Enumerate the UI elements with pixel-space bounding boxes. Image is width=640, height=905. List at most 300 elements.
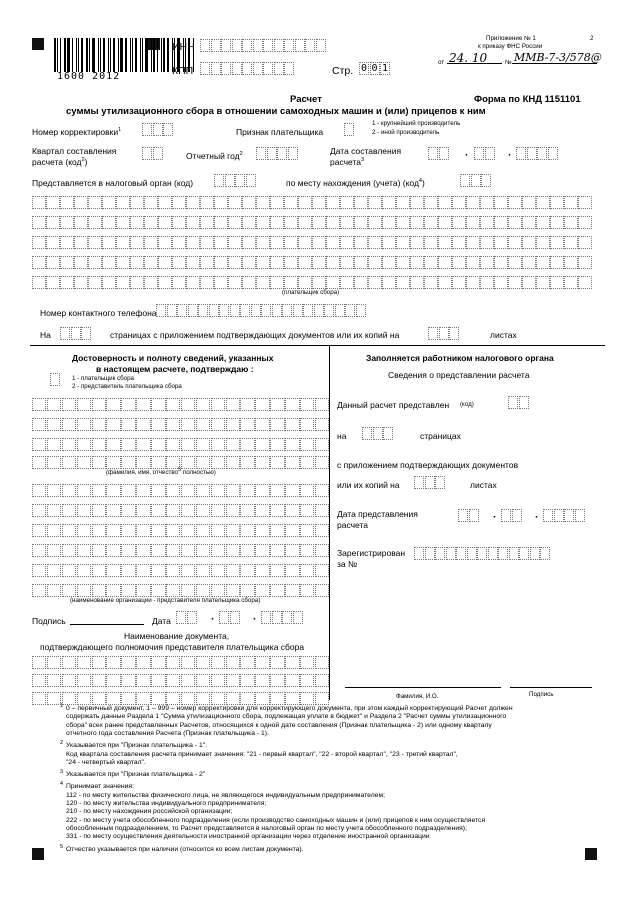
input-cell[interactable] bbox=[47, 584, 61, 597]
input-cell[interactable] bbox=[326, 196, 340, 209]
input-cell[interactable] bbox=[151, 656, 165, 669]
input-cell[interactable] bbox=[172, 276, 186, 289]
input-cell[interactable] bbox=[211, 564, 225, 577]
input-cell[interactable] bbox=[211, 504, 225, 517]
input-cell[interactable] bbox=[46, 196, 60, 209]
input-cell[interactable] bbox=[47, 504, 61, 517]
input-cell[interactable] bbox=[270, 418, 284, 431]
input-cell[interactable] bbox=[270, 674, 284, 687]
input-cell[interactable] bbox=[284, 216, 298, 229]
input-cell[interactable] bbox=[106, 484, 120, 497]
input-cell[interactable] bbox=[270, 438, 284, 451]
grid-row[interactable] bbox=[32, 674, 330, 687]
input-cell[interactable] bbox=[240, 438, 254, 451]
input-cell[interactable] bbox=[47, 484, 61, 497]
input-cell[interactable] bbox=[196, 584, 210, 597]
input-cell[interactable] bbox=[303, 304, 313, 317]
input-cell[interactable] bbox=[240, 564, 254, 577]
input-cell[interactable] bbox=[60, 327, 70, 340]
input-cell[interactable] bbox=[219, 304, 229, 317]
input-cell[interactable] bbox=[340, 256, 354, 269]
input-cell[interactable] bbox=[255, 692, 269, 705]
compile-date-month[interactable] bbox=[474, 147, 495, 160]
input-cell[interactable] bbox=[480, 256, 494, 269]
compile-date-year[interactable] bbox=[516, 147, 558, 160]
input-cell[interactable] bbox=[102, 276, 116, 289]
input-cell[interactable] bbox=[295, 39, 305, 52]
input-cell[interactable] bbox=[466, 196, 480, 209]
input-cell[interactable] bbox=[488, 547, 498, 560]
input-cell[interactable] bbox=[211, 39, 221, 52]
input-cell[interactable] bbox=[209, 304, 219, 317]
input-cell[interactable] bbox=[285, 398, 299, 411]
input-cell[interactable] bbox=[315, 544, 329, 557]
input-cell[interactable] bbox=[285, 564, 299, 577]
input-cell[interactable] bbox=[246, 174, 256, 187]
input-cell[interactable] bbox=[298, 256, 312, 269]
input-cell[interactable] bbox=[300, 564, 314, 577]
input-cell[interactable] bbox=[508, 396, 518, 409]
input-cell[interactable] bbox=[512, 509, 522, 522]
input-cell[interactable] bbox=[240, 418, 254, 431]
input-cell[interactable] bbox=[74, 236, 88, 249]
input-cell[interactable] bbox=[211, 674, 225, 687]
input-cell[interactable] bbox=[564, 216, 578, 229]
input-cell[interactable] bbox=[92, 484, 106, 497]
input-cell[interactable] bbox=[88, 216, 102, 229]
input-cell[interactable] bbox=[285, 418, 299, 431]
input-cell[interactable] bbox=[200, 236, 214, 249]
input-cell[interactable] bbox=[256, 147, 266, 160]
input-cell[interactable] bbox=[494, 256, 508, 269]
input-cell[interactable] bbox=[452, 276, 466, 289]
input-cell[interactable] bbox=[424, 256, 438, 269]
input-cell[interactable] bbox=[410, 196, 424, 209]
input-cell[interactable] bbox=[32, 656, 46, 669]
input-cell[interactable] bbox=[285, 504, 299, 517]
input-cell[interactable] bbox=[550, 196, 564, 209]
input-cell[interactable] bbox=[466, 216, 480, 229]
input-cell[interactable] bbox=[32, 524, 46, 537]
input-cell[interactable] bbox=[240, 398, 254, 411]
input-cell[interactable] bbox=[226, 564, 240, 577]
input-cell[interactable] bbox=[315, 418, 329, 431]
input-cell[interactable] bbox=[32, 418, 46, 431]
input-cell[interactable] bbox=[536, 276, 550, 289]
input-cell[interactable] bbox=[410, 276, 424, 289]
input-cell[interactable] bbox=[452, 236, 466, 249]
input-cell[interactable] bbox=[226, 456, 240, 469]
input-cell[interactable] bbox=[226, 524, 240, 537]
input-cell[interactable] bbox=[282, 304, 292, 317]
input-cell[interactable] bbox=[315, 584, 329, 597]
input-cell[interactable] bbox=[288, 147, 298, 160]
report-year-field[interactable] bbox=[256, 147, 298, 160]
input-cell[interactable] bbox=[116, 276, 130, 289]
input-cell[interactable] bbox=[270, 656, 284, 669]
input-cell[interactable] bbox=[62, 504, 76, 517]
input-cell[interactable] bbox=[60, 256, 74, 269]
input-cell[interactable] bbox=[298, 276, 312, 289]
input-cell[interactable] bbox=[494, 236, 508, 249]
input-cell[interactable] bbox=[536, 196, 550, 209]
input-cell[interactable] bbox=[256, 216, 270, 229]
input-cell[interactable] bbox=[77, 674, 91, 687]
input-cell[interactable] bbox=[315, 692, 329, 705]
input-cell[interactable] bbox=[136, 564, 150, 577]
input-cell[interactable] bbox=[300, 418, 314, 431]
input-cell[interactable] bbox=[253, 39, 263, 52]
input-cell[interactable] bbox=[471, 174, 481, 187]
input-cell[interactable] bbox=[270, 196, 284, 209]
input-cell[interactable] bbox=[136, 418, 150, 431]
input-cell[interactable] bbox=[314, 304, 324, 317]
input-cell[interactable] bbox=[77, 584, 91, 597]
pages-count-field[interactable] bbox=[60, 327, 92, 340]
input-cell[interactable] bbox=[270, 524, 284, 537]
input-cell[interactable] bbox=[177, 304, 187, 317]
input-cell[interactable] bbox=[312, 216, 326, 229]
input-cell[interactable] bbox=[32, 674, 46, 687]
grid-row[interactable] bbox=[32, 276, 592, 289]
input-cell[interactable] bbox=[474, 147, 484, 160]
input-cell[interactable] bbox=[335, 304, 345, 317]
input-cell[interactable] bbox=[196, 418, 210, 431]
submission-date-month[interactable] bbox=[501, 509, 522, 522]
input-cell[interactable] bbox=[181, 564, 195, 577]
input-cell[interactable] bbox=[300, 398, 314, 411]
phone-field[interactable] bbox=[156, 304, 366, 317]
input-cell[interactable] bbox=[62, 456, 76, 469]
input-cell[interactable] bbox=[32, 216, 46, 229]
input-cell[interactable] bbox=[106, 692, 120, 705]
registration-number-field[interactable] bbox=[414, 547, 551, 560]
input-cell[interactable] bbox=[181, 484, 195, 497]
input-cell[interactable] bbox=[196, 656, 210, 669]
input-cell[interactable] bbox=[32, 236, 46, 249]
input-cell[interactable] bbox=[153, 123, 163, 136]
input-cell[interactable] bbox=[284, 196, 298, 209]
grid-row[interactable] bbox=[32, 196, 592, 209]
input-cell[interactable] bbox=[550, 256, 564, 269]
input-cell[interactable] bbox=[240, 584, 254, 597]
input-cell[interactable] bbox=[106, 564, 120, 577]
input-cell[interactable] bbox=[312, 236, 326, 249]
grid-row[interactable] bbox=[32, 544, 330, 557]
input-cell[interactable] bbox=[382, 236, 396, 249]
input-cell[interactable] bbox=[196, 674, 210, 687]
input-cell[interactable] bbox=[424, 196, 438, 209]
input-cell[interactable] bbox=[144, 276, 158, 289]
input-cell[interactable] bbox=[32, 256, 46, 269]
input-cell[interactable] bbox=[121, 692, 135, 705]
input-cell[interactable] bbox=[255, 484, 269, 497]
input-cell[interactable] bbox=[102, 236, 116, 249]
input-cell[interactable] bbox=[508, 256, 522, 269]
input-cell[interactable] bbox=[228, 236, 242, 249]
input-cell[interactable] bbox=[121, 398, 135, 411]
input-cell[interactable] bbox=[564, 256, 578, 269]
input-cell[interactable] bbox=[382, 256, 396, 269]
input-cell[interactable] bbox=[32, 484, 46, 497]
input-cell[interactable] bbox=[383, 427, 393, 440]
input-cell[interactable] bbox=[214, 236, 228, 249]
input-cell[interactable] bbox=[312, 196, 326, 209]
input-cell[interactable] bbox=[326, 276, 340, 289]
input-cell[interactable] bbox=[435, 547, 445, 560]
input-cell[interactable] bbox=[151, 456, 165, 469]
input-cell[interactable] bbox=[228, 256, 242, 269]
input-cell[interactable] bbox=[211, 544, 225, 557]
input-cell[interactable] bbox=[106, 456, 120, 469]
input-cell[interactable] bbox=[261, 611, 271, 624]
input-cell[interactable] bbox=[550, 236, 564, 249]
input-cell[interactable] bbox=[508, 276, 522, 289]
input-cell[interactable] bbox=[240, 504, 254, 517]
sign-date-day[interactable] bbox=[176, 611, 197, 624]
input-cell[interactable] bbox=[232, 62, 242, 75]
input-cell[interactable] bbox=[92, 656, 106, 669]
input-cell[interactable] bbox=[293, 611, 303, 624]
input-cell[interactable] bbox=[46, 276, 60, 289]
input-cell[interactable] bbox=[256, 236, 270, 249]
input-cell[interactable] bbox=[130, 236, 144, 249]
input-cell[interactable] bbox=[144, 256, 158, 269]
input-cell[interactable] bbox=[196, 484, 210, 497]
input-cell[interactable] bbox=[240, 456, 254, 469]
input-cell[interactable] bbox=[284, 39, 294, 52]
input-cell[interactable] bbox=[315, 484, 329, 497]
input-cell[interactable] bbox=[156, 304, 166, 317]
input-cell[interactable] bbox=[494, 216, 508, 229]
input-cell[interactable] bbox=[255, 418, 269, 431]
input-cell[interactable] bbox=[92, 398, 106, 411]
input-cell[interactable] bbox=[181, 524, 195, 537]
input-cell[interactable] bbox=[74, 256, 88, 269]
input-cell[interactable] bbox=[240, 524, 254, 537]
input-cell[interactable] bbox=[77, 692, 91, 705]
input-cell[interactable] bbox=[186, 236, 200, 249]
input-cell[interactable] bbox=[196, 692, 210, 705]
input-cell[interactable] bbox=[396, 276, 410, 289]
input-cell[interactable] bbox=[228, 276, 242, 289]
input-cell[interactable] bbox=[480, 276, 494, 289]
input-cell[interactable] bbox=[251, 304, 261, 317]
input-cell[interactable] bbox=[211, 484, 225, 497]
input-cell[interactable] bbox=[92, 564, 106, 577]
input-cell[interactable] bbox=[373, 427, 383, 440]
input-cell[interactable] bbox=[270, 236, 284, 249]
input-cell[interactable] bbox=[282, 611, 292, 624]
input-cell[interactable] bbox=[158, 216, 172, 229]
input-cell[interactable] bbox=[270, 398, 284, 411]
input-cell[interactable] bbox=[92, 504, 106, 517]
input-cell[interactable] bbox=[274, 62, 284, 75]
input-cell[interactable] bbox=[498, 547, 508, 560]
input-cell[interactable] bbox=[305, 39, 315, 52]
input-cell[interactable] bbox=[270, 692, 284, 705]
grid-row[interactable] bbox=[32, 256, 592, 269]
grid-row[interactable] bbox=[32, 656, 330, 669]
input-cell[interactable] bbox=[270, 504, 284, 517]
input-cell[interactable] bbox=[522, 236, 536, 249]
input-cell[interactable] bbox=[77, 456, 91, 469]
right-sheets-field[interactable] bbox=[414, 476, 446, 489]
input-cell[interactable] bbox=[345, 304, 355, 317]
input-cell[interactable] bbox=[47, 418, 61, 431]
input-cell[interactable] bbox=[284, 236, 298, 249]
input-cell[interactable] bbox=[285, 656, 299, 669]
input-cell[interactable] bbox=[362, 427, 372, 440]
input-cell[interactable] bbox=[256, 196, 270, 209]
input-cell[interactable] bbox=[368, 256, 382, 269]
input-cell[interactable] bbox=[554, 509, 564, 522]
input-cell[interactable] bbox=[60, 236, 74, 249]
input-cell[interactable] bbox=[536, 256, 550, 269]
input-cell[interactable] bbox=[480, 196, 494, 209]
input-cell[interactable] bbox=[166, 438, 180, 451]
input-cell[interactable] bbox=[324, 304, 334, 317]
input-cell[interactable] bbox=[438, 216, 452, 229]
input-cell[interactable] bbox=[255, 674, 269, 687]
input-cell[interactable] bbox=[46, 236, 60, 249]
input-cell[interactable] bbox=[226, 656, 240, 669]
input-cell[interactable] bbox=[354, 256, 368, 269]
input-cell[interactable] bbox=[293, 304, 303, 317]
input-cell[interactable] bbox=[136, 524, 150, 537]
input-cell[interactable] bbox=[438, 196, 452, 209]
input-cell[interactable] bbox=[300, 484, 314, 497]
input-cell[interactable] bbox=[77, 504, 91, 517]
input-cell[interactable] bbox=[428, 327, 438, 340]
input-cell[interactable] bbox=[285, 584, 299, 597]
input-cell[interactable] bbox=[312, 276, 326, 289]
input-cell[interactable] bbox=[130, 276, 144, 289]
input-cell[interactable] bbox=[284, 256, 298, 269]
input-cell[interactable] bbox=[106, 504, 120, 517]
input-cell[interactable] bbox=[575, 509, 585, 522]
input-cell[interactable] bbox=[382, 196, 396, 209]
input-cell[interactable] bbox=[130, 256, 144, 269]
input-cell[interactable] bbox=[300, 524, 314, 537]
input-cell[interactable] bbox=[274, 39, 284, 52]
input-cell[interactable] bbox=[151, 484, 165, 497]
input-cell[interactable] bbox=[196, 564, 210, 577]
input-cell[interactable] bbox=[270, 456, 284, 469]
input-cell[interactable] bbox=[151, 398, 165, 411]
input-cell[interactable] bbox=[88, 196, 102, 209]
input-cell[interactable] bbox=[181, 418, 195, 431]
input-cell[interactable] bbox=[62, 398, 76, 411]
input-cell[interactable] bbox=[196, 544, 210, 557]
input-cell[interactable] bbox=[166, 398, 180, 411]
input-cell[interactable] bbox=[509, 547, 519, 560]
input-cell[interactable] bbox=[88, 276, 102, 289]
input-cell[interactable] bbox=[200, 39, 210, 52]
sign-date-year[interactable] bbox=[261, 611, 303, 624]
input-cell[interactable] bbox=[211, 656, 225, 669]
input-cell[interactable] bbox=[315, 564, 329, 577]
input-cell[interactable] bbox=[438, 256, 452, 269]
input-cell[interactable] bbox=[153, 147, 163, 160]
input-cell[interactable] bbox=[121, 674, 135, 687]
input-cell[interactable] bbox=[151, 564, 165, 577]
input-cell[interactable] bbox=[176, 611, 186, 624]
payer-sign-field[interactable] bbox=[344, 123, 355, 136]
input-cell[interactable] bbox=[255, 456, 269, 469]
input-cell[interactable] bbox=[186, 216, 200, 229]
input-cell[interactable] bbox=[522, 256, 536, 269]
input-cell[interactable] bbox=[181, 656, 195, 669]
input-cell[interactable] bbox=[214, 174, 224, 187]
input-cell[interactable] bbox=[253, 62, 263, 75]
input-cell[interactable] bbox=[396, 216, 410, 229]
input-cell[interactable] bbox=[226, 674, 240, 687]
input-cell[interactable] bbox=[578, 216, 592, 229]
input-cell[interactable] bbox=[121, 438, 135, 451]
input-cell[interactable] bbox=[354, 196, 368, 209]
page-number-field[interactable] bbox=[359, 62, 391, 75]
input-cell[interactable] bbox=[116, 216, 130, 229]
input-cell[interactable] bbox=[144, 236, 158, 249]
input-cell[interactable] bbox=[211, 438, 225, 451]
input-cell[interactable] bbox=[167, 304, 177, 317]
input-cell[interactable] bbox=[226, 418, 240, 431]
input-cell[interactable] bbox=[548, 147, 558, 160]
input-cell[interactable] bbox=[226, 544, 240, 557]
input-cell[interactable] bbox=[564, 236, 578, 249]
input-cell[interactable] bbox=[186, 196, 200, 209]
input-cell[interactable] bbox=[32, 456, 46, 469]
input-cell[interactable] bbox=[226, 484, 240, 497]
input-cell[interactable] bbox=[458, 509, 468, 522]
input-cell[interactable] bbox=[60, 216, 74, 229]
input-cell[interactable] bbox=[564, 276, 578, 289]
input-cell[interactable] bbox=[47, 456, 61, 469]
input-cell[interactable] bbox=[172, 216, 186, 229]
input-cell[interactable] bbox=[438, 236, 452, 249]
input-cell[interactable] bbox=[74, 196, 88, 209]
input-cell[interactable] bbox=[240, 544, 254, 557]
input-cell[interactable] bbox=[62, 418, 76, 431]
input-cell[interactable] bbox=[425, 476, 435, 489]
input-cell[interactable] bbox=[466, 256, 480, 269]
input-cell[interactable] bbox=[550, 276, 564, 289]
input-cell[interactable] bbox=[452, 196, 466, 209]
input-cell[interactable] bbox=[501, 509, 511, 522]
input-cell[interactable] bbox=[151, 692, 165, 705]
input-cell[interactable] bbox=[300, 674, 314, 687]
input-cell[interactable] bbox=[550, 216, 564, 229]
grid-row[interactable] bbox=[32, 398, 330, 411]
grid-row[interactable] bbox=[32, 584, 330, 597]
input-cell[interactable] bbox=[452, 256, 466, 269]
input-cell[interactable] bbox=[261, 304, 271, 317]
input-cell[interactable] bbox=[424, 236, 438, 249]
confirm-type-field[interactable] bbox=[50, 373, 61, 386]
submission-date-day[interactable] bbox=[458, 509, 479, 522]
input-cell[interactable] bbox=[460, 174, 470, 187]
input-cell[interactable] bbox=[186, 276, 200, 289]
input-cell[interactable] bbox=[354, 276, 368, 289]
input-cell[interactable] bbox=[136, 504, 150, 517]
input-cell[interactable] bbox=[300, 692, 314, 705]
input-cell[interactable] bbox=[130, 216, 144, 229]
input-cell[interactable] bbox=[121, 418, 135, 431]
grid-row[interactable] bbox=[32, 438, 330, 451]
input-cell[interactable] bbox=[106, 524, 120, 537]
grid-row[interactable] bbox=[32, 504, 330, 517]
